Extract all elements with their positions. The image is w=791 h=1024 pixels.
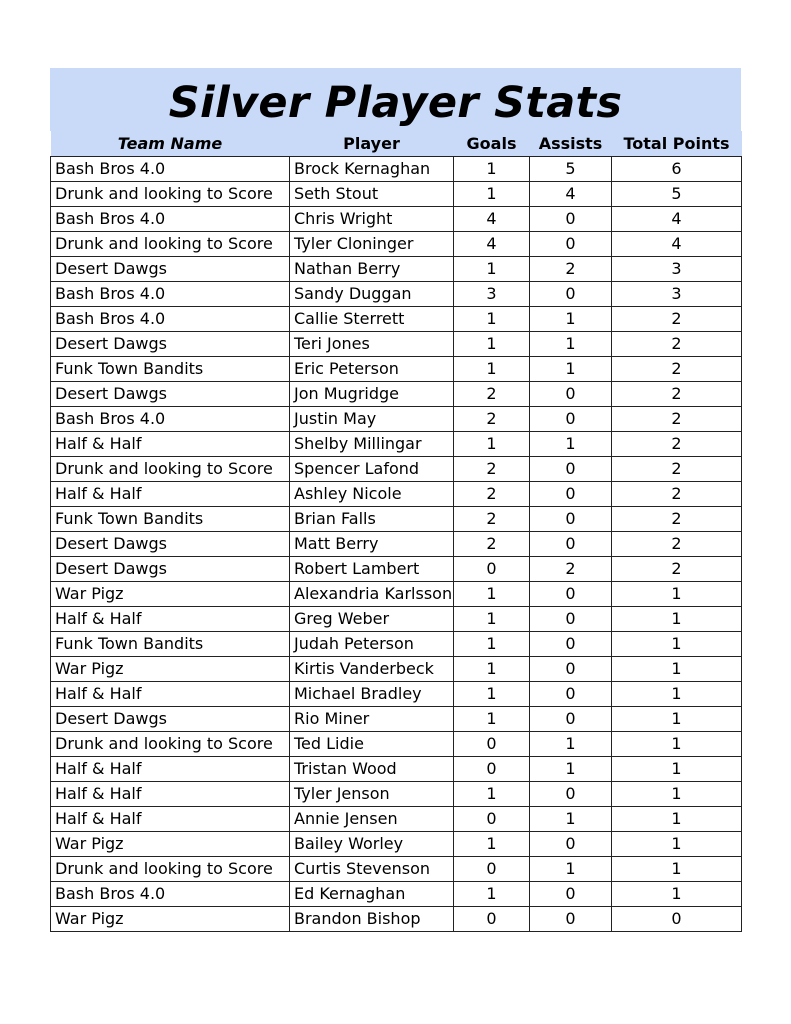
- cell-goals: 1: [454, 657, 530, 682]
- table-row: [51, 732, 742, 757]
- cell-total-points: 1: [612, 732, 742, 757]
- cell-assists: 1: [530, 807, 612, 832]
- cell-total-points: 3: [612, 282, 742, 307]
- cell-player: Callie Sterrett: [290, 307, 454, 332]
- table-row: [51, 407, 742, 432]
- cell-goals: 2: [454, 407, 530, 432]
- cell-player: Annie Jensen: [290, 807, 454, 832]
- cell-player: Matt Berry: [290, 532, 454, 557]
- cell-goals: 4: [454, 207, 530, 232]
- page-title: Silver Player Stats: [50, 68, 741, 131]
- cell-total-points: 2: [612, 432, 742, 457]
- cell-team: Half & Half: [51, 482, 290, 507]
- cell-assists: 1: [530, 307, 612, 332]
- cell-total-points: 2: [612, 557, 742, 582]
- cell-total-points: 2: [612, 332, 742, 357]
- cell-total-points: 1: [612, 807, 742, 832]
- cell-total-points: 1: [612, 782, 742, 807]
- cell-team: Bash Bros 4.0: [51, 207, 290, 232]
- cell-assists: 0: [530, 832, 612, 857]
- cell-total-points: 1: [612, 582, 742, 607]
- cell-total-points: 1: [612, 707, 742, 732]
- cell-assists: 5: [530, 157, 612, 182]
- table-row: [51, 807, 742, 832]
- cell-player: Robert Lambert: [290, 557, 454, 582]
- cell-goals: 1: [454, 582, 530, 607]
- cell-team: Drunk and looking to Score: [51, 182, 290, 207]
- cell-team: Desert Dawgs: [51, 532, 290, 557]
- cell-team: Bash Bros 4.0: [51, 157, 290, 182]
- cell-team: Drunk and looking to Score: [51, 732, 290, 757]
- cell-goals: 1: [454, 257, 530, 282]
- cell-total-points: 2: [612, 307, 742, 332]
- cell-assists: 1: [530, 357, 612, 382]
- table-header: [51, 131, 742, 157]
- cell-assists: 0: [530, 882, 612, 907]
- cell-goals: 0: [454, 807, 530, 832]
- column-header-team: Team Name: [51, 131, 290, 157]
- cell-assists: 0: [530, 532, 612, 557]
- cell-total-points: 2: [612, 357, 742, 382]
- cell-assists: 0: [530, 482, 612, 507]
- cell-assists: 0: [530, 657, 612, 682]
- cell-assists: 0: [530, 457, 612, 482]
- cell-player: Ashley Nicole: [290, 482, 454, 507]
- cell-goals: 1: [454, 607, 530, 632]
- table-row: [51, 332, 742, 357]
- cell-assists: 0: [530, 632, 612, 657]
- cell-team: Funk Town Bandits: [51, 507, 290, 532]
- cell-total-points: 1: [612, 682, 742, 707]
- cell-team: Desert Dawgs: [51, 257, 290, 282]
- cell-team: Desert Dawgs: [51, 332, 290, 357]
- cell-goals: 2: [454, 507, 530, 532]
- cell-player: Jon Mugridge: [290, 382, 454, 407]
- cell-goals: 2: [454, 482, 530, 507]
- cell-total-points: 2: [612, 407, 742, 432]
- cell-goals: 2: [454, 532, 530, 557]
- cell-player: Michael Bradley: [290, 682, 454, 707]
- cell-assists: 1: [530, 857, 612, 882]
- table-row: [51, 207, 742, 232]
- cell-player: Nathan Berry: [290, 257, 454, 282]
- cell-goals: 1: [454, 307, 530, 332]
- cell-player: Chris Wright: [290, 207, 454, 232]
- cell-total-points: 1: [612, 632, 742, 657]
- table-row: [51, 532, 742, 557]
- cell-player: Sandy Duggan: [290, 282, 454, 307]
- table-row: [51, 282, 742, 307]
- table-row: [51, 882, 742, 907]
- cell-player: Brandon Bishop: [290, 907, 454, 932]
- cell-player: Spencer Lafond: [290, 457, 454, 482]
- cell-team: Half & Half: [51, 807, 290, 832]
- cell-total-points: 6: [612, 157, 742, 182]
- cell-assists: 1: [530, 732, 612, 757]
- cell-total-points: 1: [612, 657, 742, 682]
- cell-team: Drunk and looking to Score: [51, 457, 290, 482]
- cell-total-points: 0: [612, 907, 742, 932]
- cell-total-points: 2: [612, 482, 742, 507]
- table-row: [51, 707, 742, 732]
- table-row: [51, 907, 742, 932]
- cell-team: Desert Dawgs: [51, 707, 290, 732]
- column-header-assists: Assists: [530, 131, 612, 157]
- cell-team: War Pigz: [51, 582, 290, 607]
- cell-team: War Pigz: [51, 832, 290, 857]
- cell-assists: 0: [530, 207, 612, 232]
- column-header-goals: Goals: [454, 131, 530, 157]
- cell-player: Judah Peterson: [290, 632, 454, 657]
- cell-goals: 0: [454, 757, 530, 782]
- cell-player: Brian Falls: [290, 507, 454, 532]
- cell-player: Seth Stout: [290, 182, 454, 207]
- cell-player: Tyler Cloninger: [290, 232, 454, 257]
- cell-assists: 0: [530, 507, 612, 532]
- cell-assists: 1: [530, 757, 612, 782]
- cell-assists: 0: [530, 682, 612, 707]
- cell-team: Bash Bros 4.0: [51, 407, 290, 432]
- table-row: [51, 457, 742, 482]
- table-row: [51, 782, 742, 807]
- cell-player: Teri Jones: [290, 332, 454, 357]
- table-row: [51, 857, 742, 882]
- table-row: [51, 157, 742, 182]
- stats-sheet: [50, 68, 741, 932]
- cell-team: Half & Half: [51, 782, 290, 807]
- cell-assists: 1: [530, 332, 612, 357]
- table-row: [51, 357, 742, 382]
- cell-goals: 3: [454, 282, 530, 307]
- cell-player: Brock Kernaghan: [290, 157, 454, 182]
- cell-player: Tyler Jenson: [290, 782, 454, 807]
- cell-assists: 0: [530, 382, 612, 407]
- cell-goals: 1: [454, 682, 530, 707]
- cell-total-points: 1: [612, 882, 742, 907]
- table-body: [51, 157, 742, 932]
- cell-goals: 1: [454, 357, 530, 382]
- cell-assists: 0: [530, 407, 612, 432]
- cell-team: Desert Dawgs: [51, 557, 290, 582]
- table-row: [51, 257, 742, 282]
- cell-total-points: 1: [612, 832, 742, 857]
- cell-team: Drunk and looking to Score: [51, 857, 290, 882]
- cell-team: Drunk and looking to Score: [51, 232, 290, 257]
- table-row: [51, 307, 742, 332]
- table-row: [51, 582, 742, 607]
- cell-assists: 0: [530, 582, 612, 607]
- cell-player: Justin May: [290, 407, 454, 432]
- cell-goals: 0: [454, 557, 530, 582]
- cell-goals: 0: [454, 857, 530, 882]
- column-header-player: Player: [290, 131, 454, 157]
- cell-total-points: 1: [612, 607, 742, 632]
- table-row: [51, 182, 742, 207]
- cell-assists: 0: [530, 282, 612, 307]
- cell-goals: 2: [454, 457, 530, 482]
- cell-goals: 0: [454, 732, 530, 757]
- table-row: [51, 507, 742, 532]
- cell-total-points: 2: [612, 532, 742, 557]
- cell-player: Eric Peterson: [290, 357, 454, 382]
- cell-total-points: 2: [612, 507, 742, 532]
- cell-player: Ted Lidie: [290, 732, 454, 757]
- cell-assists: 4: [530, 182, 612, 207]
- cell-team: Half & Half: [51, 607, 290, 632]
- cell-goals: 1: [454, 182, 530, 207]
- cell-assists: 2: [530, 557, 612, 582]
- cell-total-points: 5: [612, 182, 742, 207]
- cell-total-points: 2: [612, 382, 742, 407]
- cell-team: Bash Bros 4.0: [51, 307, 290, 332]
- cell-player: Rio Miner: [290, 707, 454, 732]
- cell-goals: 4: [454, 232, 530, 257]
- table-row: [51, 832, 742, 857]
- cell-goals: 2: [454, 382, 530, 407]
- cell-team: Desert Dawgs: [51, 382, 290, 407]
- cell-player: Kirtis Vanderbeck: [290, 657, 454, 682]
- cell-player: Greg Weber: [290, 607, 454, 632]
- cell-goals: 1: [454, 157, 530, 182]
- cell-player: Alexandria Karlsson: [290, 582, 454, 607]
- cell-team: War Pigz: [51, 657, 290, 682]
- cell-assists: 0: [530, 907, 612, 932]
- cell-total-points: 4: [612, 232, 742, 257]
- cell-player: Curtis Stevenson: [290, 857, 454, 882]
- cell-total-points: 2: [612, 457, 742, 482]
- cell-team: Bash Bros 4.0: [51, 282, 290, 307]
- cell-goals: 1: [454, 832, 530, 857]
- table-row: [51, 382, 742, 407]
- cell-assists: 0: [530, 707, 612, 732]
- cell-player: Bailey Worley: [290, 832, 454, 857]
- cell-assists: 1: [530, 432, 612, 457]
- cell-assists: 0: [530, 782, 612, 807]
- cell-total-points: 1: [612, 757, 742, 782]
- table-row: [51, 557, 742, 582]
- cell-assists: 2: [530, 257, 612, 282]
- cell-goals: 1: [454, 882, 530, 907]
- cell-team: Funk Town Bandits: [51, 632, 290, 657]
- table-row: [51, 607, 742, 632]
- table-row: [51, 482, 742, 507]
- table-row: [51, 232, 742, 257]
- cell-goals: 1: [454, 432, 530, 457]
- table-row: [51, 632, 742, 657]
- cell-goals: 1: [454, 332, 530, 357]
- cell-team: Half & Half: [51, 757, 290, 782]
- cell-team: Half & Half: [51, 682, 290, 707]
- cell-team: War Pigz: [51, 907, 290, 932]
- cell-total-points: 3: [612, 257, 742, 282]
- cell-player: Tristan Wood: [290, 757, 454, 782]
- cell-player: Ed Kernaghan: [290, 882, 454, 907]
- cell-player: Shelby Millingar: [290, 432, 454, 457]
- cell-team: Bash Bros 4.0: [51, 882, 290, 907]
- cell-goals: 0: [454, 907, 530, 932]
- cell-team: Funk Town Bandits: [51, 357, 290, 382]
- table-row: [51, 757, 742, 782]
- cell-goals: 1: [454, 782, 530, 807]
- cell-team: Half & Half: [51, 432, 290, 457]
- cell-goals: 1: [454, 707, 530, 732]
- cell-assists: 0: [530, 607, 612, 632]
- column-header-total: Total Points: [612, 131, 742, 157]
- cell-total-points: 4: [612, 207, 742, 232]
- table-row: [51, 682, 742, 707]
- stats-table: [50, 131, 742, 932]
- cell-assists: 0: [530, 232, 612, 257]
- header-row: [51, 131, 742, 157]
- cell-total-points: 1: [612, 857, 742, 882]
- table-row: [51, 657, 742, 682]
- cell-goals: 1: [454, 632, 530, 657]
- table-row: [51, 432, 742, 457]
